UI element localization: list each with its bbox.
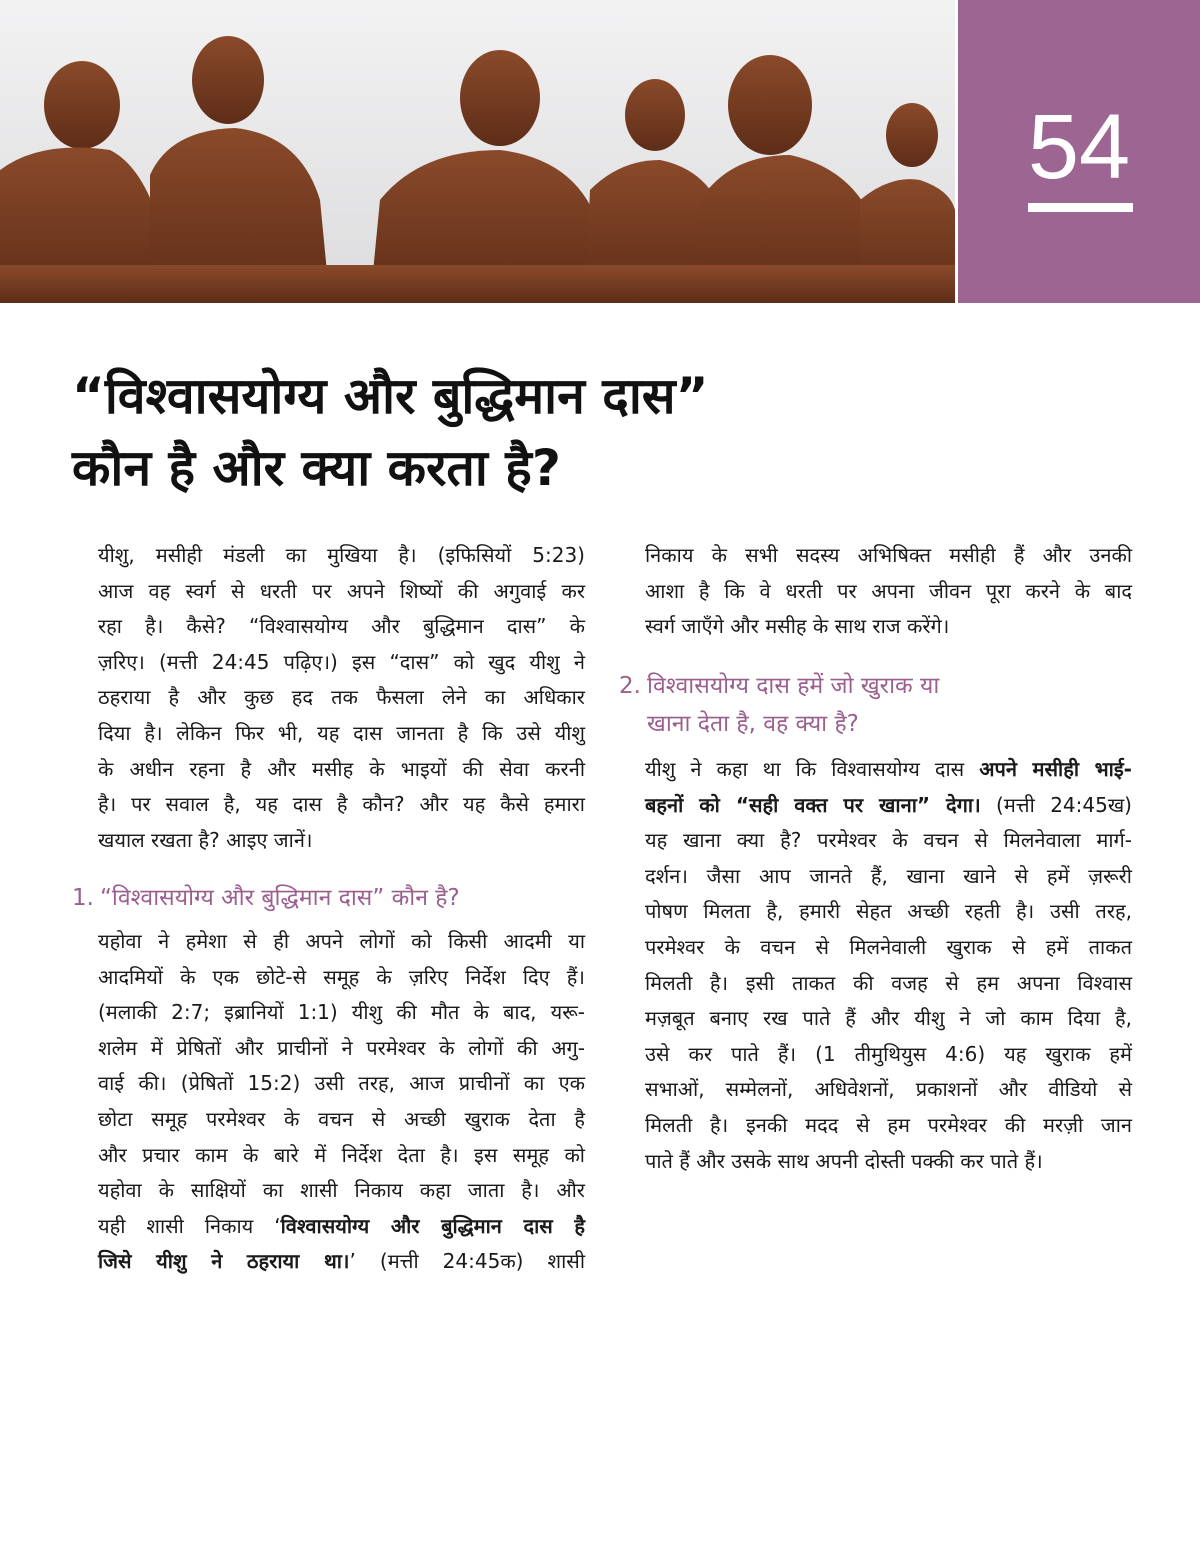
text-line [645,1108,1132,1144]
question-line [619,705,939,743]
text-segment: मिलती है। इसी ताकत की वजह से हम अपना विश्वास [645,970,1132,995]
text-line [98,1031,585,1067]
question-2-heading [619,667,939,743]
text-segment: वाई की। (प्रेषितों 15:2) उसी तरह, आज प्राचीनों का एक [98,1071,585,1096]
text-line [645,609,1132,645]
text-segment: सभाओं, सम्मेलनों, अधिवेशनों, प्रकाशनों और वीडियो से [645,1077,1132,1102]
question-text: खाना देता है, वह क्या है? [647,711,859,737]
text-line [98,995,585,1031]
text-line [645,1001,1132,1037]
text-line [645,1144,1132,1180]
text-segment: ’ (मत्ती 24:45क) शासी [349,1249,585,1274]
text-segment: स्वर्ग जाएँगे और मसीह के साथ राज करेंगे। [645,614,950,639]
meeting-silhouette-image [0,0,955,303]
text-segment: मज़बूत बनाए रख पाते हैं और यीशु ने जो काम दिया है, [645,1006,1132,1031]
title-line-1: “विश्वासयोग्य और बुद्धिमान दास” [72,367,709,425]
text-segment: मिलती है। इनकी मदद से हम परमेश्वर की मरज़ी जान [645,1112,1132,1137]
bold-text: अपने मसीही भाई- [979,757,1132,781]
text-segment: छोटा समूह परमेश्वर के वचन से अच्छी खुराक देता है [98,1106,585,1131]
text-line [98,574,585,610]
question-line [619,667,939,705]
text-line [98,924,585,960]
text-segment: ठहराया है और कुछ हद तक फैसला लेने का अधिकार [98,685,585,710]
text-line [98,752,585,788]
text-line [98,1102,585,1138]
text-segment: और प्रचार काम के बारे में निर्देश देता है। इस समूह को [98,1142,585,1167]
text-segment: (मलाकी 2:7; इब्रानियों 1:1) यीशु की मौत के बाद, यरू- [98,1000,585,1025]
text-line [98,680,585,716]
chapter-badge [958,0,1200,303]
text-line [645,894,1132,930]
text-segment: ज़रिए। (मत्ती 24:45 पढ़िए।) इस “दास” को खुद यीशु ने [98,649,585,674]
text-segment: आशा है कि वे धरती पर अपना जीवन पूरा करने के बाद [645,578,1132,603]
text-segment: पोषण मिलता है, हमारी सेहत अच्छी रहती है। उसी तरह, [645,899,1132,924]
text-line [98,1244,585,1280]
text-segment: शलेम में प्रेषितों और प्राचीनों ने परमेश्वर के लोगों की अगु- [98,1035,585,1060]
text-line [98,823,585,859]
text-line [645,930,1132,966]
page-title [72,360,708,504]
question-text: विश्वासयोग्य दास हमें जो खुराक या [647,673,940,699]
text-segment: यह खाना क्या है? परमेश्वर के वचन से मिलनेवाला मार्ग- [645,828,1132,853]
question-number: 1. [72,885,94,911]
text-line [645,574,1132,610]
question-line [72,879,460,917]
text-segment: के अधीन रहना है और मसीह के भाइयों की सेवा करनी [98,756,585,781]
chapter-number: 54 [1027,96,1131,198]
question-number: 2. [619,673,641,699]
bold-text: विश्वासयोग्य और बुद्धिमान दास है [280,1213,586,1238]
text-segment: यहोवा ने हमेशा से ही अपने लोगों को किसी आदमी या [98,929,585,953]
text-line [98,960,585,996]
text-line [645,1072,1132,1108]
text-line [645,1037,1132,1073]
text-segment: दिया है। लेकिन फिर भी, यह दास जानता है कि उसे यीशु [98,720,585,745]
text-segment: यीशु, मसीही मंडली का मुखिया है। (इफिसियों 5:23) [98,543,585,567]
text-line [98,716,585,752]
text-segment: रहा है। कैसे? “विश्वासयोग्य और बुद्धिमान दास” के [98,614,585,639]
chapter-underline [1028,203,1133,212]
text-line [645,823,1132,859]
text-segment: यही शासी निकाय ‘ [98,1213,281,1238]
text-segment: उसे कर पाते हैं। (1 तीमुथियुस 4:6) यह खुराक हमें [645,1041,1132,1066]
header-illustration [0,0,955,303]
text-segment: यीशु ने कहा था कि विश्वासयोग्य दास [645,757,980,781]
answer-1-paragraph-continued [645,538,1132,645]
text-line [98,1209,585,1245]
text-line [645,966,1132,1002]
bold-text: बहनों को “सही वक्त पर खाना” देगा। [645,792,981,817]
text-segment: यहोवा के साक्षियों का शासी निकाय कहा जाता है। और [98,1178,585,1203]
question-1-heading [72,879,460,917]
text-line [98,1173,585,1209]
answer-2-paragraph [645,752,1132,1179]
text-line [645,752,1132,788]
text-segment: है। पर सवाल है, यह दास है कौन? और यह कैसे हमारा [98,792,585,817]
text-line [98,609,585,645]
text-line [98,645,585,681]
title-line-2: कौन है और क्या करता है? [72,439,561,497]
text-segment: दर्शन। जैसा आप जानते हैं, खाना खाने से हमें ज़रूरी [645,863,1132,888]
text-segment: आदमियों के एक छोटे-से समूह के ज़रिए निर्देश दिए हैं। [98,964,585,989]
text-segment: खयाल रखता है? आइए जानें। [98,827,313,852]
text-segment: परमेश्वर के वचन से मिलनेवाली खुराक से हमें ताकत [645,934,1132,959]
text-segment: पाते हैं और उसके साथ अपनी दोस्ती पक्की कर पाते हैं। [645,1148,1043,1173]
intro-paragraph [98,538,585,858]
text-line [645,538,1132,574]
text-line [98,1066,585,1102]
text-line [98,787,585,823]
question-text: “विश्वासयोग्य और बुद्धिमान दास” कौन है? [100,885,460,911]
text-line [645,788,1132,824]
text-segment: निकाय के सभी सदस्य अभिषिक्त मसीही हैं और उनकी [645,543,1132,567]
text-line [98,538,585,574]
answer-1-paragraph [98,924,585,1280]
bold-text: जिसे यीशु ने ठहराया था। [98,1249,350,1274]
text-line [98,1138,585,1174]
text-segment: आज वह स्वर्ग से धरती पर अपने शिष्यों की अगुवाई कर [98,578,585,603]
text-segment: (मत्ती 24:45ख) [980,792,1132,817]
text-line [645,859,1132,895]
